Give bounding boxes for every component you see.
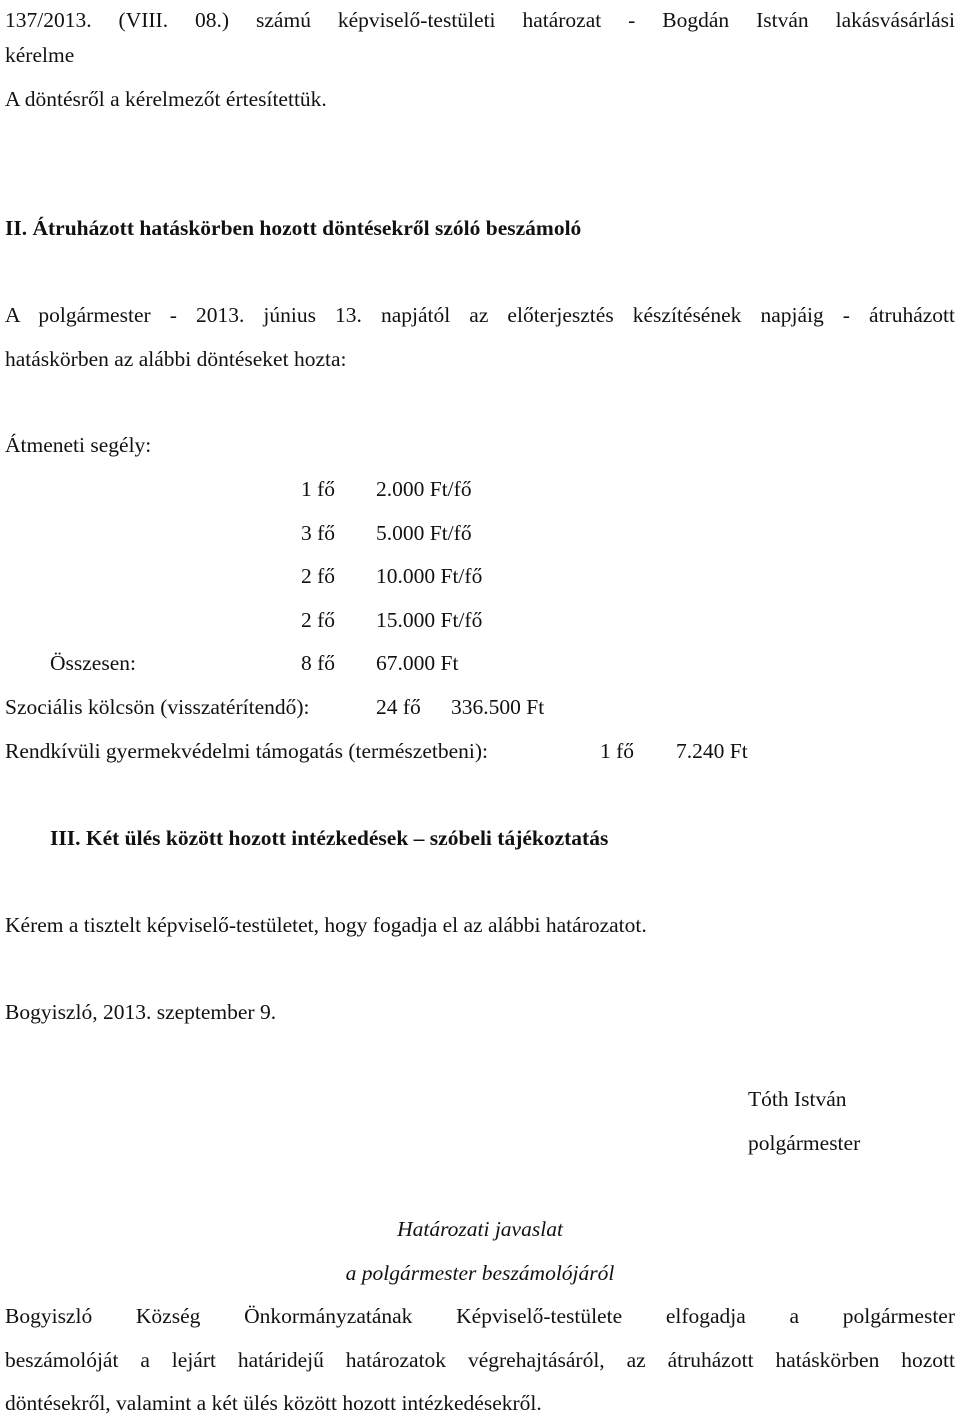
proposal-body-line-3: döntésekről, valamint a két ülés között hozott intézkedésekről. bbox=[5, 1391, 542, 1415]
child-protection-amount: 7.240 Ft bbox=[676, 739, 748, 763]
loan-amount: 336.500 Ft bbox=[451, 695, 545, 719]
section-2-intro-line-1: A polgármester - 2013. június 13. napjától az előterjesztés készítésének napjáig - átruházott bbox=[5, 303, 955, 327]
decision-line-1: 137/2013. (VIII. 08.) számú képviselő-testületi határozat - Bogdán István lakásvásárlási bbox=[5, 8, 955, 32]
temp-aid-amount: 5.000 Ft/fő bbox=[376, 521, 472, 545]
request-text: Kérem a tisztelt képviselő-testületet, hogy fogadja el az alábbi határozatot. bbox=[5, 913, 647, 937]
place-date: Bogyiszló, 2013. szeptember 9. bbox=[5, 1000, 277, 1024]
loan-persons: 24 fő bbox=[376, 695, 421, 719]
temp-aid-persons: 3 fő bbox=[301, 521, 336, 545]
section-2-intro-line-2: hatáskörben az alábbi döntéseket hozta: bbox=[5, 347, 347, 371]
section-3-heading: III. Két ülés között hozott intézkedések – szóbeli tájékoztatás bbox=[50, 826, 609, 850]
loan-label: Szociális kölcsön (visszatérítendő): bbox=[5, 695, 310, 719]
signature-name: Tóth István bbox=[748, 1087, 847, 1111]
proposal-body-line-1: Bogyiszló Község Önkormányzatának Képviselő-testülete elfogadja a polgármester bbox=[5, 1304, 955, 1328]
signature-title: polgármester bbox=[748, 1131, 861, 1155]
temp-aid-persons: 2 fő bbox=[301, 608, 336, 632]
temp-aid-label: Átmeneti segély: bbox=[5, 433, 152, 457]
proposal-title-line-2: a polgármester beszámolójáról bbox=[345, 1261, 615, 1285]
child-protection-persons: 1 fő bbox=[600, 739, 635, 763]
temp-aid-amount: 2.000 Ft/fő bbox=[376, 477, 472, 501]
child-protection-label: Rendkívüli gyermekvédelmi támogatás (természetbeni): bbox=[5, 739, 488, 763]
total-label: Összesen: bbox=[50, 651, 136, 675]
total-amount: 67.000 Ft bbox=[376, 651, 459, 675]
temp-aid-persons: 2 fő bbox=[301, 564, 336, 588]
temp-aid-amount: 10.000 Ft/fő bbox=[376, 564, 483, 588]
temp-aid-amount: 15.000 Ft/fő bbox=[376, 608, 483, 632]
decision-notice: A döntésről a kérelmezőt értesítettük. bbox=[5, 87, 327, 111]
section-2-heading: II. Átruházott hatáskörben hozott döntésekről szóló beszámoló bbox=[5, 216, 582, 240]
decision-line-2: kérelme bbox=[5, 43, 75, 67]
temp-aid-persons: 1 fő bbox=[301, 477, 336, 501]
proposal-body-line-2: beszámolóját a lejárt határidejű határozatok végrehajtásáról, az átruházott hatáskörben hozott bbox=[5, 1348, 955, 1372]
proposal-title-line-1: Határozati javaslat bbox=[397, 1217, 563, 1241]
total-persons: 8 fő bbox=[301, 651, 336, 675]
